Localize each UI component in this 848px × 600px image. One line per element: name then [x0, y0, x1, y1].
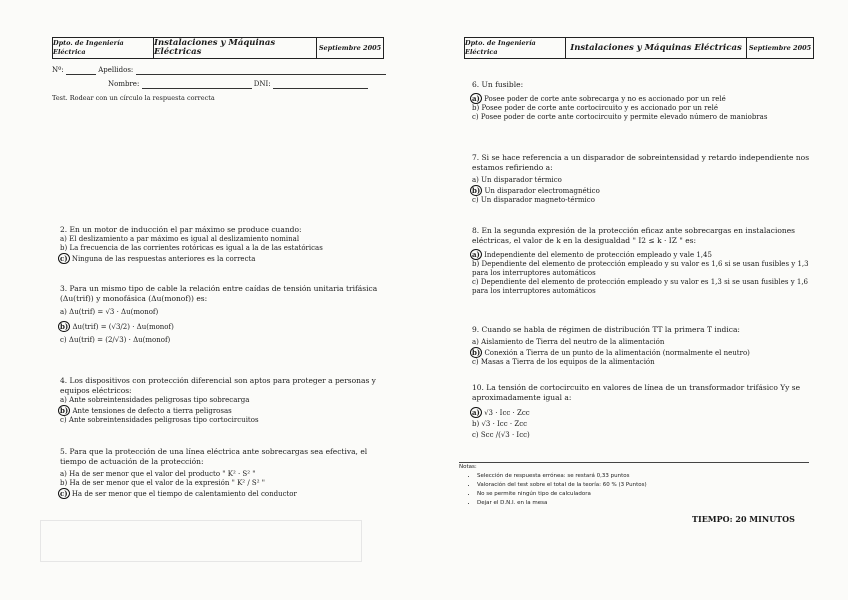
left-header	[52, 37, 384, 59]
option-c[interactable]: c) Dependiente del elemento de protección empleado y su valor es 1,3 si se usan fusibles y 1,6 para los interruptores automáticos	[472, 278, 809, 295]
option-b[interactable]: b) Δu(trif) = (√3/2) · Δu(monof)	[60, 322, 174, 331]
question-text: 8. En la segunda expresión de la protección eficaz ante sobrecargas en instalaciones eléctricas, el valor de k en la desigualdad " I2 ≤ k · IZ " es:	[472, 226, 795, 245]
option-b[interactable]: b) Posee poder de corte ante cortocircuito y es accionado por un relé	[472, 104, 718, 112]
option-b[interactable]: b) Ante tensiones de defecto a tierra peligrosas	[60, 406, 232, 415]
option-a[interactable]: a) Un disparador térmico	[472, 176, 562, 184]
option-c[interactable]: c) Ninguna de las respuestas anteriores es la correcta	[60, 254, 256, 263]
answer-circle: b)	[60, 406, 69, 415]
answer-circle: b)	[60, 322, 69, 331]
question-8	[472, 226, 812, 296]
question-text: 4. Los dispositivos con protección diferencial son aptos para proteger a personas y equipos eléctricos:	[60, 376, 376, 395]
option-a[interactable]: a) Ante sobreintensidades peligrosas tipo sobrecarga	[60, 396, 250, 404]
option-b[interactable]: b) Conexión a Tierra de un punto de la alimentación (normalmente el neutro)	[472, 348, 750, 357]
option-c[interactable]: c) Δu(trif) = (2/√3) · Δu(monof)	[60, 336, 171, 344]
option-a[interactable]: a) Ha de ser menor que el valor del producto " K² · S² "	[60, 470, 256, 478]
question-text: 7. Si se hace referencia a un disparador de sobreintensidad y retardo independiente nos estamos refiriendo a:	[472, 153, 810, 172]
header-dept: Dpto. de Ingeniería Eléctrica	[53, 38, 154, 58]
option-c[interactable]: c) Un disparador magneto-térmico	[472, 196, 595, 204]
right-page	[424, 0, 848, 600]
notes-title: Notas:	[459, 464, 477, 470]
option-b[interactable]: b) La frecuencia de las corrientes rotóricas es igual a la de las estatóricas	[60, 244, 323, 252]
right-header	[464, 37, 814, 59]
question-text: 6. Un fusible:	[472, 80, 524, 89]
note-item: • Valoración del test sobre el total de la teoría: 60 % (3 Puntos)	[477, 481, 809, 490]
answer-circle: b)	[472, 186, 481, 195]
n-field[interactable]	[66, 67, 96, 75]
option-b[interactable]: b) √3 · Icc · Zcc	[472, 420, 528, 428]
option-c[interactable]: c) Masas a Tierra de los equipos de la alimentación	[472, 358, 655, 366]
option-a[interactable]: a) Δu(trif) = √3 · Δu(monof)	[60, 308, 159, 316]
note-item: • Dejar el D.N.I. en la mesa	[477, 499, 809, 508]
answer-circle: c)	[60, 489, 68, 498]
notes-section	[459, 462, 809, 508]
form-row-2	[108, 80, 368, 89]
answer-circle: c)	[60, 254, 68, 263]
header-dept: Dpto. de Ingeniería Eléctrica	[465, 38, 566, 58]
header-date: Septiembre 2005	[318, 43, 382, 52]
question-text: 10. La tensión de cortocircuito en valores de línea de un transformador trifásico Yy se aproximadamente igual a:	[472, 383, 801, 402]
option-a[interactable]: a) Posee poder de corte ante sobrecarga y no es accionado por un relé	[472, 94, 726, 103]
question-text: 2. En un motor de inducción el par máximo se produce cuando:	[60, 225, 302, 234]
answer-circle: a)	[472, 250, 480, 259]
question-3	[60, 284, 390, 345]
question-7	[472, 153, 812, 205]
answer-circle: a)	[472, 94, 480, 103]
option-b[interactable]: b) Un disparador electromagnético	[472, 186, 600, 195]
notes-list	[459, 472, 809, 508]
option-a[interactable]: a) Independiente del elemento de protección empleado y vale 1,45	[472, 250, 712, 259]
nombre-label: Nombre:	[108, 80, 140, 88]
option-c[interactable]: c) Posee poder de corte ante cortocircuito y permite elevado número de maniobras	[472, 113, 768, 121]
apellidos-field[interactable]	[136, 67, 386, 75]
answer-circle: b)	[472, 348, 481, 357]
question-text: 9. Cuando se habla de régimen de distribución TT la primera T indica:	[472, 325, 740, 334]
option-c[interactable]: c) Scc /(√3 · Icc)	[472, 431, 530, 439]
header-date: Septiembre 2005	[748, 43, 812, 52]
tiempo-label: TIEMPO: 20 MINUTOS	[692, 514, 795, 524]
dni-field[interactable]	[273, 81, 368, 89]
bleed-through-box	[40, 520, 362, 562]
question-5	[60, 447, 390, 499]
question-4	[60, 376, 390, 425]
option-c[interactable]: c) Ha de ser menor que el tiempo de calentamiento del conductor	[60, 489, 297, 498]
form-row-1	[52, 66, 386, 75]
apellidos-label: Apellidos:	[98, 66, 134, 74]
header-subject: Instalaciones y Máquinas Eléctricas	[154, 38, 317, 58]
question-6	[472, 80, 812, 122]
question-10	[472, 383, 812, 440]
option-b[interactable]: b) Ha de ser menor que el valor de la expresión " K² / S² "	[60, 479, 265, 487]
option-a[interactable]: a) Aislamiento de Tierra del neutro de la alimentación	[472, 338, 665, 346]
option-a[interactable]: a) El deslizamiento a par máximo es igual al deslizamiento nominal	[60, 235, 300, 243]
option-a[interactable]: a) √3 · Icc · Zcc	[472, 408, 530, 417]
header-subject: Instalaciones y Máquinas Eléctricas	[566, 38, 747, 58]
note-item: • Selección de respuesta errónea: se restará 0,33 puntos	[477, 472, 809, 481]
test-instruction: Test. Rodear con un círculo la respuesta correcta	[52, 94, 215, 102]
dni-label: DNI:	[253, 80, 271, 88]
question-text: 5. Para que la protección de una línea eléctrica ante sobrecargas sea efectiva, el tiempo de actuación de la protección:	[60, 447, 368, 466]
question-9	[472, 325, 812, 367]
question-2	[60, 225, 390, 264]
option-c[interactable]: c) Ante sobreintensidades peligrosas tipo cortocircuitos	[60, 416, 259, 424]
question-text: 3. Para un mismo tipo de cable la relación entre caídas de tensión unitaria trifásica (Δu(trif)) y monofásica (Δu(monof)) es:	[60, 284, 378, 303]
note-item: • No se permite ningún tipo de calculadora	[477, 490, 809, 499]
option-b[interactable]: b) Dependiente del elemento de protección empleado y su valor es 1,6 si se usan fusibles y 1,3 para los interruptores automáticos	[472, 260, 809, 277]
nombre-field[interactable]	[142, 81, 252, 89]
answer-circle: a)	[472, 408, 480, 417]
n-label: Nº:	[52, 66, 64, 74]
